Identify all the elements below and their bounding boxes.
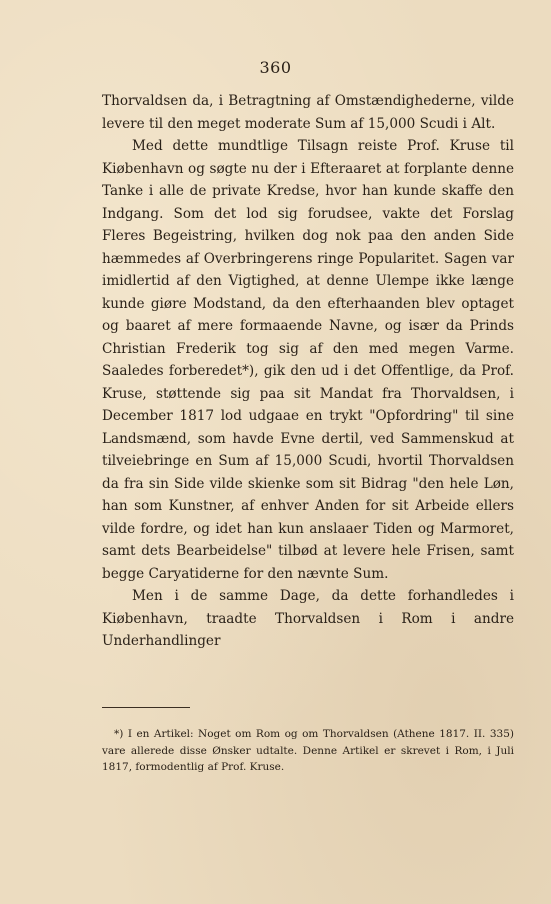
- paragraph-3: Men i de samme Dage, da dette forhandledes i Kiøbenhavn, traadte Thorvaldsen i Rom i andre Underhandlinger: [102, 588, 514, 649]
- body-text: [102, 90, 514, 653]
- paragraph-1: Thorvaldsen da, i Betragtning af Omstændighederne, vilde levere til den meget moderate Sum af 15,000 Scudi i Alt.: [102, 93, 514, 132]
- page-number: 360: [259, 58, 292, 77]
- footnote-divider: [102, 707, 190, 708]
- paragraph-2: Med dette mundtlige Tilsagn reiste Prof. Kruse til Kiøbenhavn og søgte nu der i Efteraaret at forplante denne Tanke i alle de private Kredse, hvor han kunde skaffe den Indgang. Som det lod sig forudsee, vakte det Forslag Fleres Begeistring, hvilken dog nok paa den anden Side hæmmedes af Overbringerens ringe Popularitet. Sagen var imidlertid af den Vigtighed, at denne Ulempe ikke længe kunde giøre Modstand, da den efterhaanden blev optaget og baaret af mere formaaende Navne, og især da Prinds Christian Frederik tog sig af den med megen Varme. Saaledes forberedet*), gik den ud i det Offentlige, da Prof. Kruse, støttende sig paa sit Mandat fra Thorvaldsen, i December 1817 lod udgaae en trykt "Opfordring" til sine Landsmænd, som havde Evne dertil, ved Sammenskud at tilveiebringe en Sum af 15,000 Scudi, hvortil Thorvaldsen da fra sin Side vilde skienke som sit Bidrag "den hele Løn, han som Kunstner, af enhver Anden for sit Arbeide ellers vilde fordre, og idet han kun anslaaer Tiden og Marmoret, samt dets Bearbeidelse" tilbød at levere hele Frisen, samt begge Caryatiderne for den nævnte Sum.: [102, 138, 514, 582]
- footnote: *) I en Artikel: Noget om Rom og om Thorvaldsen (Athene 1817. II. 335) vare allerede disse Ønsker udtalte. Denne Artikel er skrevet i Rom, i Juli 1817, formodentlig af Prof. Kruse.: [102, 728, 514, 773]
